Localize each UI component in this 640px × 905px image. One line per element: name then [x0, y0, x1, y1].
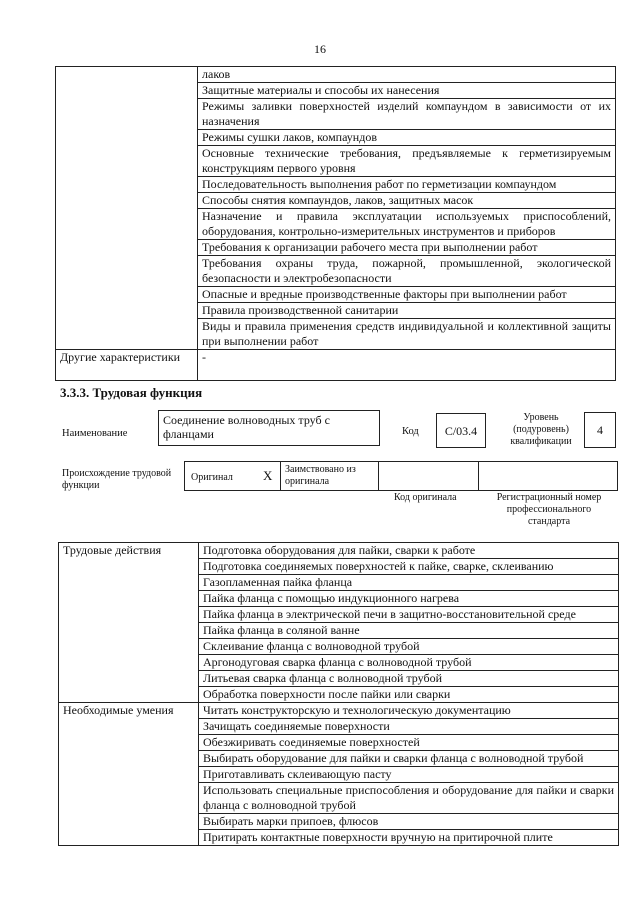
knowledge-item: Основные технические требования, предъявляемые к герметизируемым конструкциям первого уровня — [198, 146, 616, 177]
page-number: 16 — [314, 42, 326, 56]
knowledge-item: Требования к организации рабочего места при выполнении работ — [198, 240, 616, 256]
action-item: Подготовка оборудования для пайки, сварки к работе — [199, 543, 619, 559]
function-table — [58, 542, 619, 846]
code-label: Код — [402, 426, 419, 437]
skills-label: Необходимые умения — [59, 703, 199, 846]
reg-number-caption: Регистрационный номер профессионального стандарта — [496, 492, 602, 527]
action-item: Обработка поверхности после пайки или сварки — [199, 687, 619, 703]
action-item: Газопламенная пайка фланца — [199, 575, 619, 591]
function-code: C/03.4 — [444, 423, 478, 438]
skill-item: Выбирать марки припоев, флюсов — [199, 814, 619, 830]
knowledge-item: Способы снятия компаундов, лаков, защитных масок — [198, 193, 616, 209]
name-label: Наименование — [62, 428, 128, 439]
origin-divider — [478, 462, 479, 490]
origin-label: Происхождение трудовой функции — [62, 468, 172, 491]
knowledge-item: лаков — [198, 67, 616, 83]
level-box — [584, 412, 616, 448]
section-heading: 3.3.3. Трудовая функция — [60, 385, 203, 400]
actions-label: Трудовые действия — [59, 543, 199, 703]
skill-item: Использовать специальные приспособления и оборудование для пайки и сварки фланца с волноводной трубой — [199, 783, 619, 814]
knowledge-item: Правила производственной санитарии — [198, 303, 616, 319]
knowledge-item: Последовательность выполнения работ по герметизации компаундом — [198, 177, 616, 193]
function-name-box — [158, 410, 380, 446]
knowledge-item: Защитные материалы и способы их нанесения — [198, 83, 616, 99]
skill-item: Читать конструкторскую и технологическую документацию — [199, 703, 619, 719]
knowledge-item: Виды и правила применения средств индивидуальной и коллективной защиты при выполнении работ — [198, 319, 616, 350]
code-box — [436, 413, 486, 448]
origin-row — [184, 461, 618, 491]
origin-divider — [378, 462, 379, 490]
function-name: Соединение волноводных труб с фланцами — [163, 413, 330, 441]
level-label: Уровень (подуровень) квалификации — [510, 412, 572, 447]
knowledge-label-cell — [56, 67, 198, 350]
knowledge-item: Требования охраны труда, пожарной, промышленной, экологической безопасности и электробезопасности — [198, 256, 616, 287]
skill-item: Притирать контактные поверхности вручную на притирочной плите — [199, 830, 619, 846]
action-item: Пайка фланца с помощью индукционного нагрева — [199, 591, 619, 607]
skill-item: Обезжиривать соединяемые поверхностей — [199, 735, 619, 751]
action-item: Аргонодуговая сварка фланца с волноводной трубой — [199, 655, 619, 671]
borrowed-label: Заимствовано из оригинала — [285, 464, 356, 487]
action-item: Пайка фланца в соляной ванне — [199, 623, 619, 639]
code-original-caption: Код оригинала — [394, 492, 457, 503]
skill-item: Зачищать соединяемые поверхности — [199, 719, 619, 735]
original-label: Оригинал — [191, 472, 233, 483]
knowledge-item: Режимы сушки лаков, компаундов — [198, 130, 616, 146]
level-value: 4 — [597, 423, 603, 437]
skill-item: Приготавливать склеивающую пасту — [199, 767, 619, 783]
knowledge-table — [55, 66, 616, 381]
knowledge-item: Опасные и вредные производственные факторы при выполнении работ — [198, 287, 616, 303]
origin-divider — [280, 462, 281, 490]
action-item: Склеивание фланца с волноводной трубой — [199, 639, 619, 655]
skill-item: Выбирать оборудование для пайки и сварки фланца с волноводной трубой — [199, 751, 619, 767]
other-characteristics-label: Другие характеристики — [56, 350, 198, 381]
other-characteristics-value: - — [198, 350, 616, 381]
action-item: Литьевая сварка фланца с волноводной трубой — [199, 671, 619, 687]
knowledge-item: Режимы заливки поверхностей изделий компаундом в зависимости от их назначения — [198, 99, 616, 130]
knowledge-item: Назначение и правила эксплуатации используемых приспособлений, оборудования, контрольно-измерительных инструментов и приборов — [198, 209, 616, 240]
original-mark: X — [263, 468, 273, 483]
action-item: Пайка фланца в электрической печи в защитно-восстановительной среде — [199, 607, 619, 623]
action-item: Подготовка соединяемых поверхностей к пайке, сварке, склеиванию — [199, 559, 619, 575]
